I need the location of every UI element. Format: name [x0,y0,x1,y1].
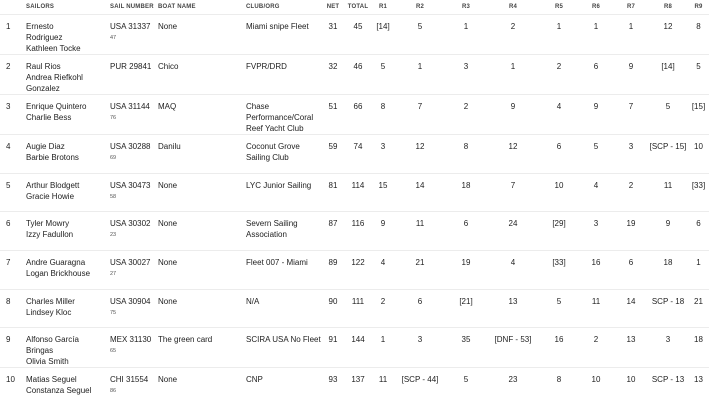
race-result-cell: 2 [486,15,540,55]
race-result-cell: 4 [540,95,578,135]
race-result-cell: 7 [614,95,648,135]
race-result-cell: 1 [372,328,394,368]
rank-cell: 1 [0,15,26,55]
table-row [0,368,709,407]
race-result-cell: 18 [446,173,486,212]
race-result-cell: 3 [394,328,446,368]
sail-number-suffix: 69 [110,155,117,161]
race-result-cell: 6 [688,212,709,251]
race-result-cell: 12 [648,15,688,55]
race-result-cell: [DNF - 53] [486,328,540,368]
table-body [0,15,709,407]
race-result-cell: [33] [688,173,709,212]
sail-number-suffix: 23 [110,232,117,239]
column-header[interactable]: R1 [378,4,388,10]
sail-number-cell [110,95,158,135]
sail-number-suffix: 58 [110,193,117,200]
sailor-name: Andrea Riefkohl [26,73,83,82]
column-header[interactable]: SAILORS [26,4,55,10]
total-cell: 66 [344,95,372,135]
sail-number-suffix: 27 [110,271,117,278]
sail-number-cell [110,328,158,368]
race-result-cell: 11 [394,212,446,251]
column-header[interactable]: R2 [415,4,425,10]
race-result-cell: 8 [540,368,578,407]
race-result-cell: 3 [648,328,688,368]
sail-number-cell [110,289,158,328]
rank-cell: 2 [0,55,26,95]
column-header[interactable]: R5 [554,4,564,10]
race-result-cell: 13 [688,368,709,407]
sailors-cell [26,135,110,174]
sailor-name: Augie Diaz [26,142,65,151]
race-result-cell: 10 [540,173,578,212]
race-result-cell: SCP - 18 [648,289,688,328]
race-result-cell: 6 [394,289,446,328]
sail-number: USA 30027 [110,258,151,268]
table-row [0,173,709,212]
sail-number: PUR 29841 [110,62,152,71]
sailors-cell [26,173,110,212]
total-cell: 111 [344,289,372,328]
race-result-cell: 8 [688,15,709,55]
race-result-cell: 12 [486,135,540,174]
sailor-name: Raul Rios [26,62,61,71]
race-result-cell: 5 [372,55,394,95]
race-result-cell: 6 [578,55,614,95]
race-result-cell: 2 [372,289,394,328]
sail-number-cell [110,368,158,407]
club-cell: Severn Sailing Association [246,212,322,251]
sail-number-cell [110,15,158,55]
sailor-name: Andre Guaragna [26,258,86,268]
race-result-cell: 3 [614,135,648,174]
sailor-name: Izzy Fadullon [26,230,74,240]
table-row [0,135,709,174]
column-header[interactable]: CLUB/ORG [246,4,280,10]
race-result-cell: 6 [540,135,578,174]
race-result-cell: 11 [372,368,394,407]
rank-cell: 5 [0,173,26,212]
rank-cell: 6 [0,212,26,251]
sailor-name: Charles Miller [26,296,75,306]
sail-number: USA 31337 [110,22,151,31]
race-result-cell: [15] [688,95,709,135]
club-cell: Coconut Grove Sailing Club [246,135,322,174]
boat-name-cell: MAQ [158,95,246,135]
net-cell: 59 [322,135,344,174]
sail-number: USA 30904 [110,296,151,306]
race-result-cell: 1 [486,55,540,95]
sailor-name: Gonzalez [26,84,60,93]
sailors-cell [26,15,110,55]
net-cell: 32 [322,55,344,95]
total-cell: 74 [344,135,372,174]
sail-number-cell [110,173,158,212]
column-header[interactable]: R7 [626,4,636,10]
race-result-cell: 35 [446,328,486,368]
boat-name-cell: Danilu [158,135,246,174]
sail-number-cell [110,55,158,95]
race-result-cell: 3 [578,212,614,251]
boat-name-cell: None [158,368,246,407]
table-row [0,251,709,290]
race-result-cell: [29] [540,212,578,251]
sailors-cell [26,95,110,135]
club-cell: Chase Performance/Coral Reef Yacht Club [246,95,322,135]
sailor-name: Constanza Seguel [26,386,92,396]
table-row [0,289,709,328]
total-cell: 46 [344,55,372,95]
net-cell: 93 [322,368,344,407]
club-cell: N/A [246,289,322,328]
race-result-cell: 9 [372,212,394,251]
sail-number-suffix: 75 [110,309,117,316]
race-result-cell: 7 [394,95,446,135]
race-result-cell: 9 [648,212,688,251]
sailors-cell [26,251,110,290]
race-result-cell: [14] [648,55,688,95]
sailor-name: Lindsey Kloc [26,307,72,317]
column-header[interactable]: R6 [591,4,601,10]
rank-cell: 3 [0,95,26,135]
sail-number-cell [110,135,158,174]
race-result-cell: 6 [446,212,486,251]
sailors-cell [26,328,110,368]
race-result-cell: 3 [372,135,394,174]
column-header[interactable]: R3 [461,4,471,10]
sail-number-cell [110,212,158,251]
race-result-cell: 5 [446,368,486,407]
sailor-name: Bringas [26,346,54,356]
sailors-cell [26,212,110,251]
sailor-name: Charlie Bess [26,113,72,122]
boat-name-cell: None [158,212,246,251]
race-result-cell: 19 [614,212,648,251]
sailor-name: Logan Brickhouse [26,269,91,279]
header-row [0,0,709,15]
net-cell: 87 [322,212,344,251]
race-result-cell: 5 [688,55,709,95]
race-result-cell: 6 [614,251,648,290]
column-header[interactable]: R4 [508,4,518,10]
rank-cell: 10 [0,368,26,407]
race-result-cell: 4 [372,251,394,290]
sailors-cell [26,55,110,95]
sailor-name: Barbie Brotons [26,153,79,162]
sail-number-suffix: 47 [110,35,117,41]
race-result-cell: 7 [486,173,540,212]
race-result-cell: 18 [688,328,709,368]
race-result-cell: 24 [486,212,540,251]
club-cell: SCIRA USA No Fleet [246,328,322,368]
table-row [0,15,709,55]
sailors-cell [26,368,110,407]
race-result-cell: 9 [578,95,614,135]
column-header[interactable]: SAIL NUMBER [110,4,154,10]
club-cell: Miami snipe Fleet [246,15,322,55]
total-cell: 144 [344,328,372,368]
table-row [0,95,709,135]
club-cell: LYC Junior Sailing [246,173,322,212]
sailor-name: Kathleen Tocke [26,44,81,53]
race-result-cell: 5 [648,95,688,135]
boat-name-cell: Chico [158,55,246,95]
net-cell: 81 [322,173,344,212]
sailor-name: Ernesto [26,22,54,31]
sailor-name: Arthur Blodgett [26,180,80,190]
race-result-cell: 11 [578,289,614,328]
race-result-cell: 5 [540,289,578,328]
race-result-cell: 16 [578,251,614,290]
race-result-cell: 21 [688,289,709,328]
club-cell: CNP [246,368,322,407]
race-result-cell: 10 [578,368,614,407]
boat-name-cell: None [158,289,246,328]
race-result-cell: SCP - 13 [648,368,688,407]
race-result-cell: 21 [394,251,446,290]
sail-number-suffix: 86 [110,388,117,395]
sailor-name: Matias Seguel [26,375,77,385]
race-result-cell: 10 [688,135,709,174]
total-cell: 137 [344,368,372,407]
club-cell: FVPR/DRD [246,55,322,95]
sail-number-suffix: 65 [110,348,117,355]
race-result-cell: 16 [540,328,578,368]
race-result-cell: 2 [578,328,614,368]
boat-name-cell: None [158,15,246,55]
sail-number: USA 30288 [110,142,151,151]
race-result-cell: 1 [688,251,709,290]
race-result-cell: 1 [578,15,614,55]
sailor-name: Alfonso García [26,335,79,345]
race-result-cell: [21] [446,289,486,328]
total-cell: 122 [344,251,372,290]
race-result-cell: 2 [446,95,486,135]
column-header[interactable]: BOAT NAME [158,4,196,10]
race-result-cell: 1 [614,15,648,55]
race-result-cell: 3 [446,55,486,95]
sail-number: USA 30302 [110,219,151,229]
race-result-cell: [33] [540,251,578,290]
sail-number-suffix: 76 [110,115,117,121]
sail-number: CHI 31554 [110,375,149,385]
table-row [0,55,709,95]
race-result-cell: 13 [486,289,540,328]
race-result-cell: 2 [614,173,648,212]
rank-cell: 8 [0,289,26,328]
race-result-cell: 1 [540,15,578,55]
net-cell: 51 [322,95,344,135]
race-result-cell: 15 [372,173,394,212]
sailor-name: Gracie Howie [26,191,75,201]
race-result-cell: [SCP - 15] [648,135,688,174]
column-header[interactable]: TOTAL [347,4,369,10]
table-row [0,328,709,368]
column-header[interactable]: NET [326,4,340,10]
race-result-cell: 8 [446,135,486,174]
race-result-cell: 8 [372,95,394,135]
boat-name-cell: The green card [158,328,246,368]
total-cell: 114 [344,173,372,212]
race-result-cell: 4 [486,251,540,290]
net-cell: 31 [322,15,344,55]
race-result-cell: [14] [372,15,394,55]
sailor-name: Rodriguez [26,33,63,42]
net-cell: 90 [322,289,344,328]
sail-number: MEX 31130 [110,335,152,345]
table-row [0,212,709,251]
sailors-cell [26,289,110,328]
race-result-cell: 1 [446,15,486,55]
boat-name-cell: None [158,251,246,290]
race-result-cell: 23 [486,368,540,407]
net-cell: 89 [322,251,344,290]
race-result-cell: 14 [614,289,648,328]
race-result-cell: 9 [614,55,648,95]
race-result-cell: 2 [540,55,578,95]
race-result-cell: 10 [614,368,648,407]
total-cell: 116 [344,212,372,251]
rank-cell: 9 [0,328,26,368]
rank-cell: 4 [0,135,26,174]
sail-number: USA 31144 [110,102,150,111]
sail-number-cell [110,251,158,290]
net-cell: 91 [322,328,344,368]
club-cell: Fleet 007 - Miami [246,251,322,290]
race-result-cell: 5 [394,15,446,55]
column-header[interactable]: R8 [663,4,673,10]
race-result-cell: 9 [486,95,540,135]
race-result-cell: 12 [394,135,446,174]
race-result-cell: 19 [446,251,486,290]
total-cell: 45 [344,15,372,55]
sailor-name: Olivia Smith [26,357,69,367]
sailor-name: Enrique Quintero [26,102,87,111]
race-result-cell: 14 [394,173,446,212]
race-result-cell: 13 [614,328,648,368]
table-header [0,0,709,15]
race-result-cell: 18 [648,251,688,290]
column-header[interactable]: R9 [694,4,703,10]
race-result-cell: [SCP - 44] [394,368,446,407]
race-result-cell: 1 [394,55,446,95]
boat-name-cell: None [158,173,246,212]
sail-number: USA 30473 [110,180,151,190]
rank-cell: 7 [0,251,26,290]
sailor-name: Tyler Mowry [26,219,70,229]
race-result-cell: 5 [578,135,614,174]
race-result-cell: 4 [578,173,614,212]
column-header[interactable] [0,0,26,15]
race-result-cell: 11 [648,173,688,212]
